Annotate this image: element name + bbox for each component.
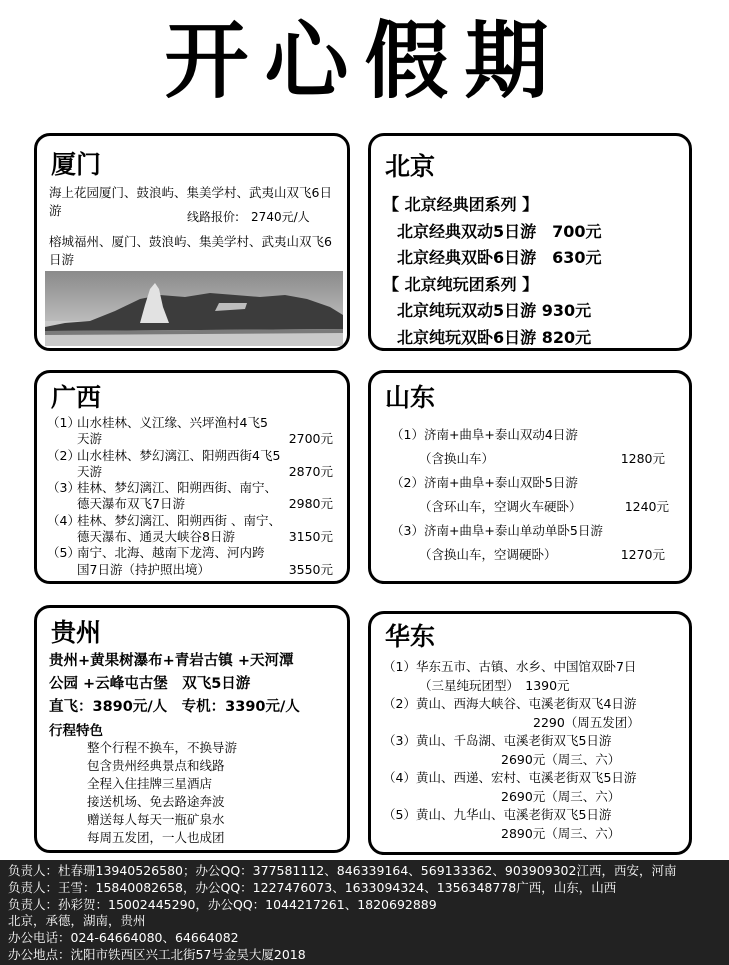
route-price: 1270元 (620, 547, 665, 562)
shandong-route: （1）济南+曲阜+泰山双动4日游 (391, 427, 578, 442)
guizhou-heading: 贵州 (51, 618, 102, 647)
page-title: 开心假期 (164, 12, 565, 110)
route-price: 3550元 (288, 561, 333, 577)
guizhou-panel (34, 605, 350, 853)
xiamen-panel (34, 133, 350, 351)
xiamen-route-1: 海上花园厦门、鼓浪屿、集美学村、武夷山双飞6日游 (49, 185, 332, 218)
huadong-route: （1）华东五市、古镇、水乡、中国馆双卧7日 （三星纯玩团型） 1390元 (383, 659, 637, 693)
xiamen-heading: 厦门 (51, 150, 102, 179)
contact-line: 负责人：王雪：15840082658，办公QQ：1227476073、1633094324、1356348778广西，山东，山西 (8, 879, 617, 895)
xiamen-price: 线路报价: 2740元/人 (187, 210, 310, 224)
route-price: 2870元 (288, 463, 333, 479)
contact-line: 负责人：杜春珊13940526580；办公QQ：377581112、846339164、569133362、903909302江西，西安，河南 (8, 863, 677, 878)
beijing-panel (368, 133, 692, 351)
xiamen-island-photo (45, 271, 343, 346)
guangxi-route: （1）山水桂林、义江缘、兴坪渔村4飞5 天游 2700元 (47, 415, 333, 447)
shandong-route: （3）济南+曲阜+泰山单动单卧5日游 (391, 523, 603, 538)
guizhou-route: 贵州+黄果树瀑布+青岩古镇 +天河潭 (49, 653, 294, 669)
beijing-series-2: 【 北京纯玩团系列 】 (383, 274, 539, 294)
beijing-heading: 北京 (385, 152, 436, 181)
beijing-route: 北京纯玩双卧6日游 820元 (397, 327, 592, 347)
beijing-route: 北京经典双卧6日游 630元 (397, 248, 602, 267)
shandong-route: （2）济南+曲阜+泰山双卧5日游 (391, 475, 578, 490)
route-price: 2980元 (288, 496, 333, 512)
shandong-route-detail: （含换山车，空调硬卧） 1270元 (391, 543, 691, 567)
huadong-heading: 华东 (385, 622, 436, 651)
huadong-route: （5）黄山、九华山、屯溪老街双飞5日游 2890元（周三、六） (383, 807, 621, 841)
office-phone: 办公电话：024-64664080、64664082 (8, 930, 239, 946)
contact-line: 北京，承德，湖南，贵州 (8, 913, 146, 929)
feature-item: 每周五发团，一人也成团 (87, 830, 225, 845)
office-address: 办公地点：沈阳市铁西区兴工北街57号金昊大厦2018 (8, 946, 306, 962)
feature-item: 接送机场、免去路途奔波 (87, 794, 225, 809)
guangxi-heading: 广西 (51, 383, 102, 412)
beijing-route: 北京纯玩双动5日游 930元 (397, 301, 592, 320)
guangxi-route: （5）南宁、北海、越南下龙湾、河内跨 国7日游（持护照出境） 3550元 (47, 545, 333, 577)
contact-footer (0, 860, 729, 965)
feature-item: 全程入住挂牌三星酒店 (87, 776, 213, 791)
guizhou-route: 公园 +云峰屯古堡 双飞5日游 (49, 676, 251, 692)
shandong-heading: 山东 (385, 383, 436, 412)
guangxi-route: （4）桂林、梦幻漓江、阳朔西街 、南宁、 德天瀑布、通灵大峡谷8日游 3150元 (47, 512, 333, 545)
route-price: 1240元 (624, 499, 669, 514)
feature-item: 包含贵州经典景点和线路 (87, 758, 225, 773)
route-price: 2700元 (288, 431, 333, 447)
xiamen-route-2: 榕城福州、厦门、鼓浪屿、集美学村、武夷山双飞6日游 (49, 234, 332, 267)
shandong-route-detail: （含换山车） 1280元 (391, 447, 691, 471)
guangxi-panel (34, 370, 350, 584)
huadong-panel (368, 611, 692, 855)
shandong-route-detail: （含环山车，空调火车硬卧） 1240元 (391, 495, 691, 519)
guizhou-features-title: 行程特色 (49, 723, 103, 739)
huadong-route: （2）黄山、西海大峡谷、屯溪老街双飞4日游 2290（周五发团） (383, 696, 640, 730)
guangxi-route: （3）桂林、梦幻漓江、阳朔西街、南宁、 德天瀑布双飞7日游 2980元 (47, 480, 333, 512)
huadong-route: （3）黄山、千岛湖、屯溪老街双飞5日游 2690元（周三、六） (383, 733, 621, 767)
huadong-route: （4）黄山、西递、宏村、屯溪老街双飞5日游 2690元（周三、六） (383, 770, 637, 804)
guangxi-route: （2）山水桂林、梦幻漓江、阳朔西街4飞5 天游 2870元 (47, 447, 333, 479)
feature-item: 整个行程不换车，不换导游 (87, 740, 238, 755)
route-price: 1280元 (620, 451, 665, 466)
feature-item: 赠送每人每天一瓶矿泉水 (87, 812, 225, 827)
beijing-route: 北京经典双动5日游 700元 (397, 221, 602, 241)
shandong-panel (368, 370, 692, 584)
beijing-series-1: 【 北京经典团系列 】 (383, 195, 539, 214)
contact-line: 负责人：孙彩贺：15002445290，办公QQ：1044217261、1820692889 (8, 896, 437, 912)
route-price: 3150元 (288, 529, 333, 545)
guizhou-price: 直飞：3890元/人 专机：3390元/人 (49, 699, 300, 715)
